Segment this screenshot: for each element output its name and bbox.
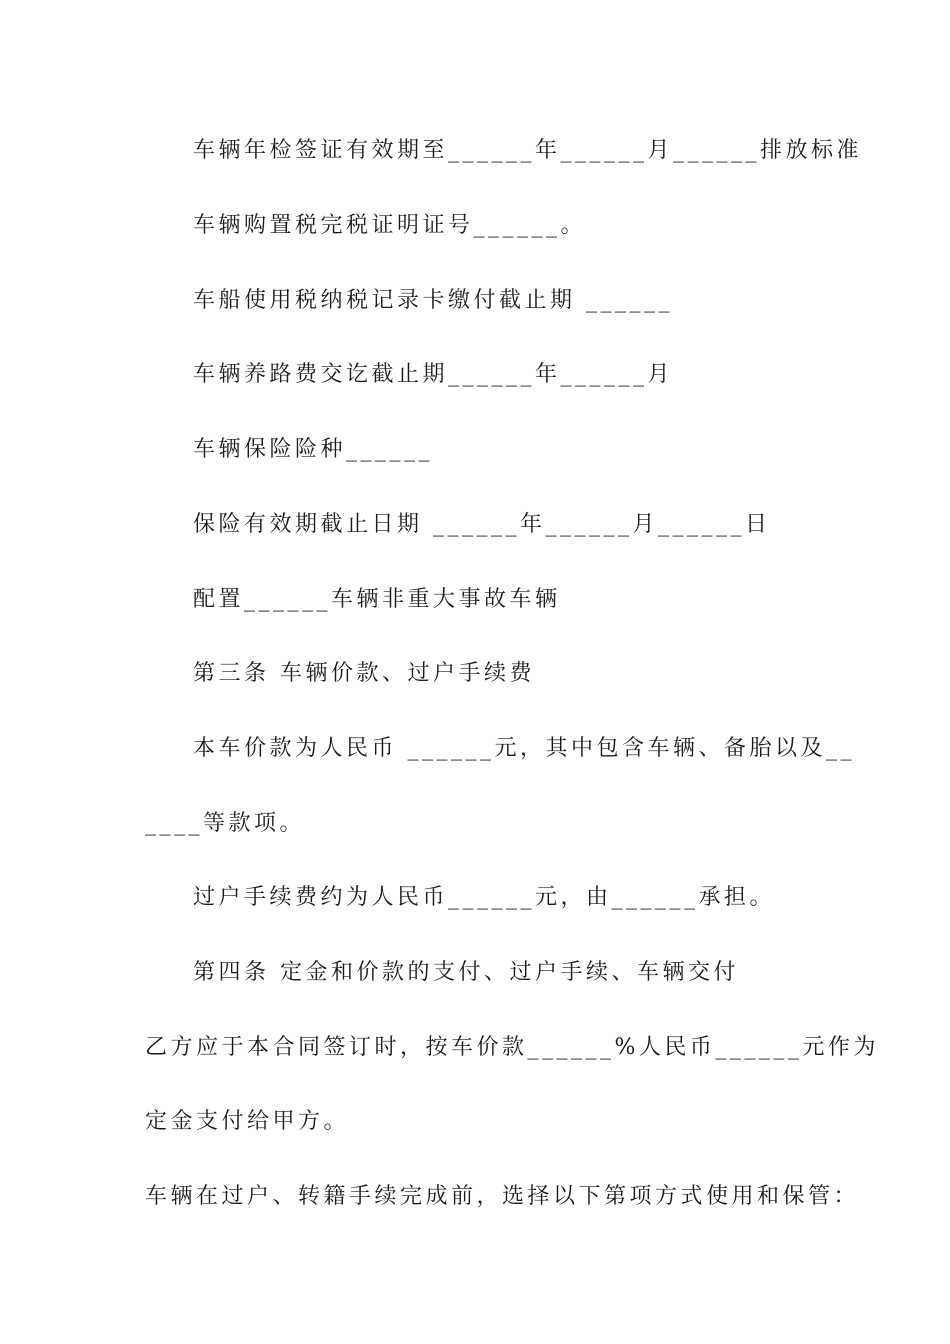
text-line-insurance-expiry: 保险有效期截止日期 ______年______月______日	[193, 512, 771, 537]
text-line-purchase-tax: 车辆购置税完税证明证号______。	[193, 213, 587, 238]
text-line-deposit: 乙方应于本合同签订时，按车价款______%人民币______元作为	[145, 1035, 879, 1060]
text-line-vehicle-price: 本车价款为人民币 ______元，其中包含车辆、备胎以及__	[193, 736, 855, 761]
text-line-deposit-payment: 定金支付给甲方。	[145, 1109, 350, 1134]
text-line-price-items: ____等款项。	[145, 811, 306, 836]
text-line-configuration: 配置______车辆非重大事故车辆	[193, 587, 561, 612]
text-line-insurance-type: 车辆保险险种______	[193, 437, 434, 462]
text-line-road-fee: 车辆养路费交讫截止期______年______月	[193, 362, 674, 387]
section-heading-article-4: 第四条 定金和价款的支付、过户手续、车辆交付	[193, 960, 739, 985]
text-line-transfer-fee: 过户手续费约为人民币______元，由______承担。	[193, 885, 776, 910]
text-line-vehicle-custody: 车辆在过户、转籍手续完成前，选择以下第项方式使用和保管：	[145, 1184, 860, 1209]
text-line-annual-inspection: 车辆年检签证有效期至______年______月______排放标准	[193, 138, 863, 163]
section-heading-article-3: 第三条 车辆价款、过户手续费	[193, 661, 535, 686]
text-line-vehicle-tax: 车船使用税纳税记录卡缴付截止期 ______	[193, 288, 673, 313]
